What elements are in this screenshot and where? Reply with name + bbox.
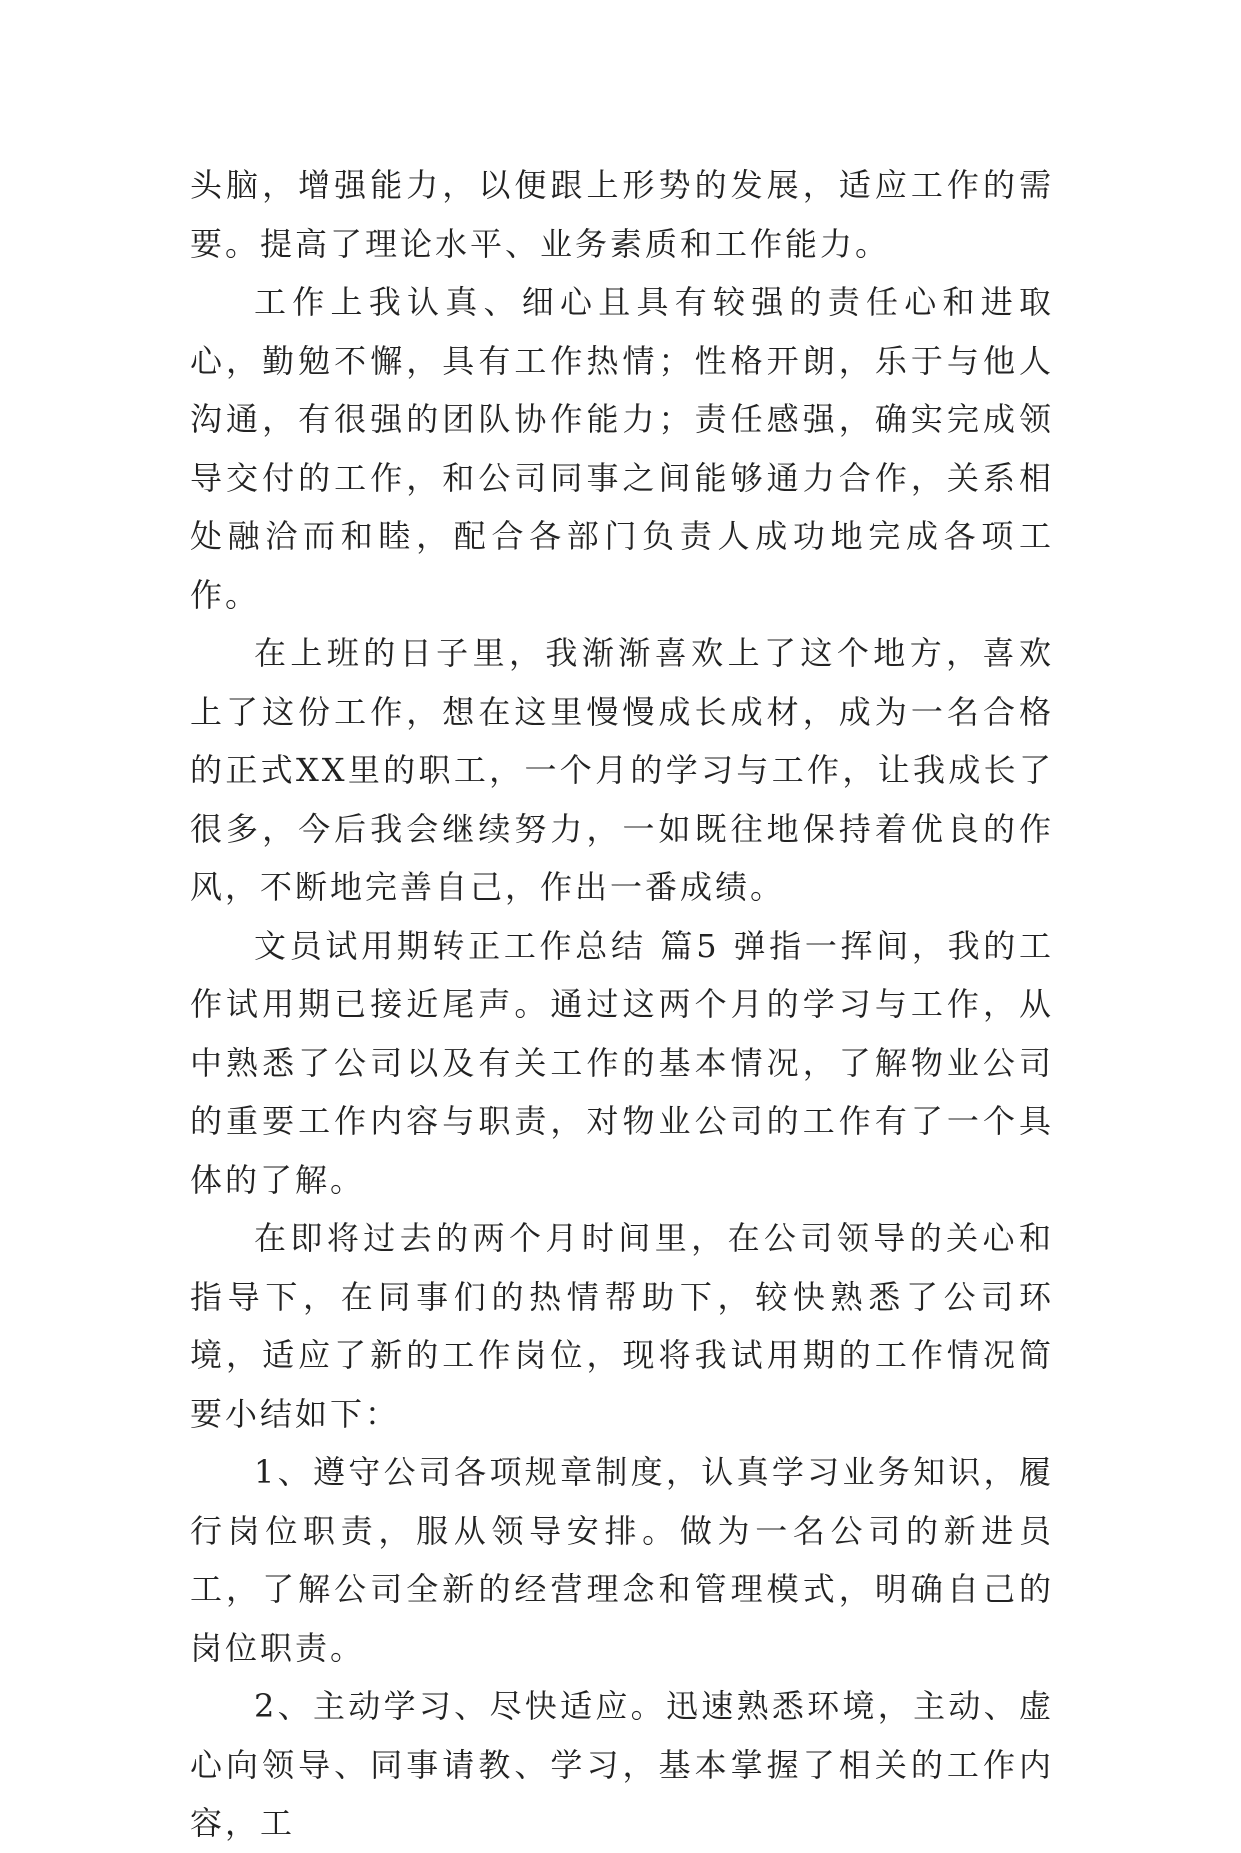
paragraph: 2、主动学习、尽快适应。迅速熟悉环境，主动、虚心向领导、同事请教、学习，基本掌握了相关的工作内容，工	[190, 1687, 1054, 1842]
paragraph: 头脑，增强能力，以便跟上形势的发展，适应工作的需要。提高了理论水平、业务素质和工作能力。	[190, 166, 1054, 263]
paragraph: 在上班的日子里，我渐渐喜欢上了这个地方，喜欢上了这份工作，想在这里慢慢成长成材，成为一名合格的正式XX里的职工，一个月的学习与工作，让我成长了很多，今后我会继续努力，一如既往地保持着优良的作风，不断地完善自己，作出一番成绩。	[190, 634, 1054, 906]
section-title: 文员试用期转正工作总结 篇5	[254, 926, 720, 965]
paragraph: 工作上我认真、细心且具有较强的责任心和进取心，勤勉不懈，具有工作热情；性格开朗，乐于与他人沟通，有很强的团队协作能力；责任感强，确实完成领导交付的工作，和公司同事之间能够通力合作，关系相处融洽而和睦，配合各部门负责人成功地完成各项工作。	[190, 283, 1054, 614]
document-body	[190, 156, 1054, 1853]
paragraph-text: 弹指一挥间，我的工作试用期已接近尾声。通过这两个月的学习与工作，从中熟悉了公司以及有关工作的基本情况，了解物业公司的重要工作内容与职责，对物业公司的工作有了一个具体的了解。	[190, 926, 1054, 1199]
paragraph: 在即将过去的两个月时间里，在公司领导的关心和指导下，在同事们的热情帮助下，较快熟悉了公司环境，适应了新的工作岗位，现将我试用期的工作情况简要小结如下：	[190, 1219, 1054, 1433]
paragraph-with-section-title	[190, 917, 1054, 1210]
title-gap	[720, 927, 734, 965]
paragraph: 1、遵守公司各项规章制度，认真学习业务知识，履行岗位职责，服从领导安排。做为一名公司的新进员工，了解公司全新的经营理念和管理模式，明确自己的岗位职责。	[190, 1453, 1054, 1667]
